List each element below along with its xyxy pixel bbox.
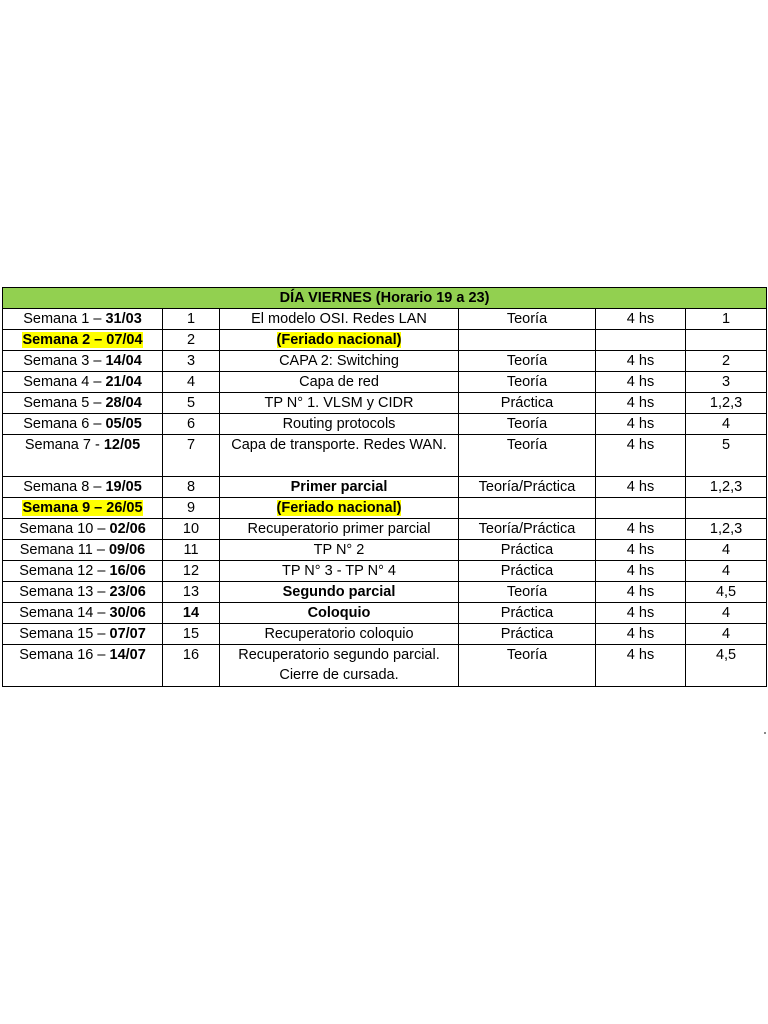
table-row [3, 477, 767, 498]
class-type [459, 330, 596, 351]
class-hours: 4 hs [596, 372, 686, 393]
week-date: 23/06 [109, 584, 146, 600]
week-date: 28/04 [105, 395, 142, 411]
class-units: 4 [686, 561, 767, 582]
topic-cell [220, 624, 459, 645]
topic-text: (Feriado nacional) [276, 500, 402, 516]
week-cell [3, 435, 163, 477]
week-cell [3, 540, 163, 561]
week-cell [3, 582, 163, 603]
class-units: 4,5 [686, 645, 767, 687]
class-hours: 4 hs [596, 561, 686, 582]
week-cell [3, 519, 163, 540]
week-prefix: Semana 12 – [19, 563, 110, 579]
week-prefix: Semana 14 – [19, 605, 110, 621]
class-units: 1,2,3 [686, 477, 767, 498]
class-units: 4 [686, 624, 767, 645]
class-type: Teoría [459, 435, 596, 477]
table-title: DÍA VIERNES (Horario 19 a 23) [3, 288, 767, 309]
class-units: 4 [686, 603, 767, 624]
class-type: Práctica [459, 393, 596, 414]
class-number: 5 [163, 393, 220, 414]
topic-text: TP N° 2 [313, 542, 365, 558]
class-number: 3 [163, 351, 220, 372]
class-hours [596, 498, 686, 519]
week-prefix: Semana 2 – [22, 332, 107, 348]
class-number: 16 [163, 645, 220, 687]
class-hours: 4 hs [596, 351, 686, 372]
class-number: 1 [163, 309, 220, 330]
week-date: 16/06 [109, 563, 146, 579]
class-type: Práctica [459, 540, 596, 561]
topic-text: Primer parcial [290, 479, 388, 495]
week-cell [3, 372, 163, 393]
topic-cell [220, 645, 459, 687]
class-hours: 4 hs [596, 540, 686, 561]
topic-cell [220, 372, 459, 393]
class-units: 2 [686, 351, 767, 372]
week-prefix: Semana 5 – [23, 395, 106, 411]
topic-cell [220, 351, 459, 372]
week-prefix: Semana 6 – [23, 416, 106, 432]
week-cell [3, 498, 163, 519]
class-number: 8 [163, 477, 220, 498]
topic-text: TP N° 1. VLSM y CIDR [264, 395, 414, 411]
topic-cell [220, 582, 459, 603]
class-type: Teoría [459, 645, 596, 687]
class-hours: 4 hs [596, 414, 686, 435]
class-units [686, 498, 767, 519]
week-label [23, 416, 142, 432]
class-hours: 4 hs [596, 309, 686, 330]
table-row [3, 540, 767, 561]
week-cell [3, 477, 163, 498]
week-cell [3, 330, 163, 351]
topic-text: Segundo parcial [282, 584, 396, 600]
week-label [23, 311, 142, 327]
topic-cell [220, 393, 459, 414]
table-row [3, 309, 767, 330]
week-prefix: Semana 4 – [23, 374, 106, 390]
class-hours: 4 hs [596, 435, 686, 477]
week-date: 07/04 [106, 332, 143, 348]
table-row [3, 624, 767, 645]
table-header-row [3, 288, 767, 309]
table-row [3, 330, 767, 351]
class-number: 6 [163, 414, 220, 435]
class-units [686, 330, 767, 351]
week-cell [3, 561, 163, 582]
week-cell [3, 393, 163, 414]
class-units: 4,5 [686, 582, 767, 603]
class-type [459, 498, 596, 519]
class-type: Práctica [459, 561, 596, 582]
week-cell [3, 603, 163, 624]
class-number: 4 [163, 372, 220, 393]
topic-text: Recuperatorio coloquio [264, 626, 414, 642]
class-number: 11 [163, 540, 220, 561]
week-prefix: Semana 13 – [19, 584, 110, 600]
week-date: 02/06 [109, 521, 146, 537]
week-label [25, 437, 140, 453]
class-type: Teoría [459, 309, 596, 330]
week-label [22, 500, 142, 516]
topic-cell [220, 603, 459, 624]
week-date: 31/03 [105, 311, 142, 327]
class-number: 14 [163, 603, 220, 624]
week-cell [3, 351, 163, 372]
topic-cell [220, 330, 459, 351]
table-row [3, 414, 767, 435]
class-type: Teoría/Práctica [459, 477, 596, 498]
week-label [20, 542, 146, 558]
class-number: 12 [163, 561, 220, 582]
class-units: 1,2,3 [686, 393, 767, 414]
table-row [3, 645, 767, 687]
stray-mark [764, 732, 766, 734]
table-row [3, 603, 767, 624]
class-units: 1,2,3 [686, 519, 767, 540]
week-prefix: Semana 16 – [19, 647, 110, 663]
topic-text: Coloquio [307, 605, 371, 621]
week-date: 14/04 [105, 353, 142, 369]
week-label [19, 626, 146, 642]
week-label [19, 563, 146, 579]
class-type: Teoría [459, 372, 596, 393]
class-type: Práctica [459, 603, 596, 624]
class-units: 1 [686, 309, 767, 330]
class-units: 3 [686, 372, 767, 393]
class-units: 4 [686, 540, 767, 561]
topic-text: El modelo OSI. Redes LAN [251, 311, 427, 327]
topic-text: CAPA 2: Switching [279, 353, 399, 369]
class-hours: 4 hs [596, 393, 686, 414]
class-hours: 4 hs [596, 477, 686, 498]
week-cell [3, 624, 163, 645]
class-type: Práctica [459, 624, 596, 645]
class-hours [596, 330, 686, 351]
week-label [23, 374, 142, 390]
week-date: 26/05 [106, 500, 143, 516]
week-label [23, 353, 142, 369]
week-label [22, 332, 142, 348]
table-row [3, 351, 767, 372]
schedule-body [3, 288, 767, 687]
week-date: 05/05 [105, 416, 142, 432]
class-number: 9 [163, 498, 220, 519]
topic-cell [220, 519, 459, 540]
week-date: 14/07 [109, 647, 146, 663]
table-row [3, 372, 767, 393]
topic-cell [220, 477, 459, 498]
week-label [19, 521, 146, 537]
week-prefix: Semana 8 – [23, 479, 106, 495]
class-number: 13 [163, 582, 220, 603]
week-prefix: Semana 3 – [23, 353, 106, 369]
topic-text: TP N° 3 - TP N° 4 [282, 563, 396, 579]
topic-cell [220, 540, 459, 561]
class-number: 15 [163, 624, 220, 645]
table-row [3, 519, 767, 540]
class-units: 5 [686, 435, 767, 477]
class-hours: 4 hs [596, 645, 686, 687]
topic-text: Capa de transporte. Redes WAN. [231, 437, 447, 453]
topic-text: Capa de red [299, 374, 379, 390]
topic-cell [220, 309, 459, 330]
week-date: 30/06 [109, 605, 146, 621]
topic-cell [220, 561, 459, 582]
week-date: 19/05 [105, 479, 142, 495]
class-units: 4 [686, 414, 767, 435]
topic-text: (Feriado nacional) [276, 332, 402, 348]
topic-cell [220, 414, 459, 435]
week-cell [3, 414, 163, 435]
class-type: Teoría [459, 582, 596, 603]
week-label [19, 584, 146, 600]
week-prefix: Semana 10 – [19, 521, 110, 537]
table-row [3, 582, 767, 603]
topic-cell [220, 498, 459, 519]
class-type: Teoría/Práctica [459, 519, 596, 540]
week-prefix: Semana 9 – [22, 500, 107, 516]
class-hours: 4 hs [596, 603, 686, 624]
topic-text: Routing protocols [282, 416, 396, 432]
week-prefix: Semana 11 – [19, 542, 109, 558]
week-date: 12/05 [103, 437, 141, 453]
class-type: Teoría [459, 351, 596, 372]
week-prefix: Semana 7 - [24, 437, 104, 453]
topic-text: Recuperatorio primer parcial [247, 521, 431, 537]
week-prefix: Semana 15 – [19, 626, 110, 642]
week-date: 09/06 [108, 542, 146, 558]
table-row [3, 435, 767, 477]
topic-cell [220, 435, 459, 477]
schedule-table [2, 287, 767, 687]
week-prefix: Semana 1 – [23, 311, 106, 327]
class-type: Teoría [459, 414, 596, 435]
class-hours: 4 hs [596, 582, 686, 603]
class-number: 10 [163, 519, 220, 540]
topic-text: Recuperatorio segundo parcial. Cierre de cursada. [238, 647, 440, 683]
week-cell [3, 309, 163, 330]
class-number: 2 [163, 330, 220, 351]
class-hours: 4 hs [596, 624, 686, 645]
week-label [19, 647, 146, 663]
table-row [3, 393, 767, 414]
week-cell [3, 645, 163, 687]
week-label [19, 605, 146, 621]
table-row [3, 561, 767, 582]
class-hours: 4 hs [596, 519, 686, 540]
week-date: 07/07 [109, 626, 146, 642]
week-date: 21/04 [105, 374, 142, 390]
table-row [3, 498, 767, 519]
week-label [23, 479, 142, 495]
week-label [23, 395, 142, 411]
class-number: 7 [163, 435, 220, 477]
